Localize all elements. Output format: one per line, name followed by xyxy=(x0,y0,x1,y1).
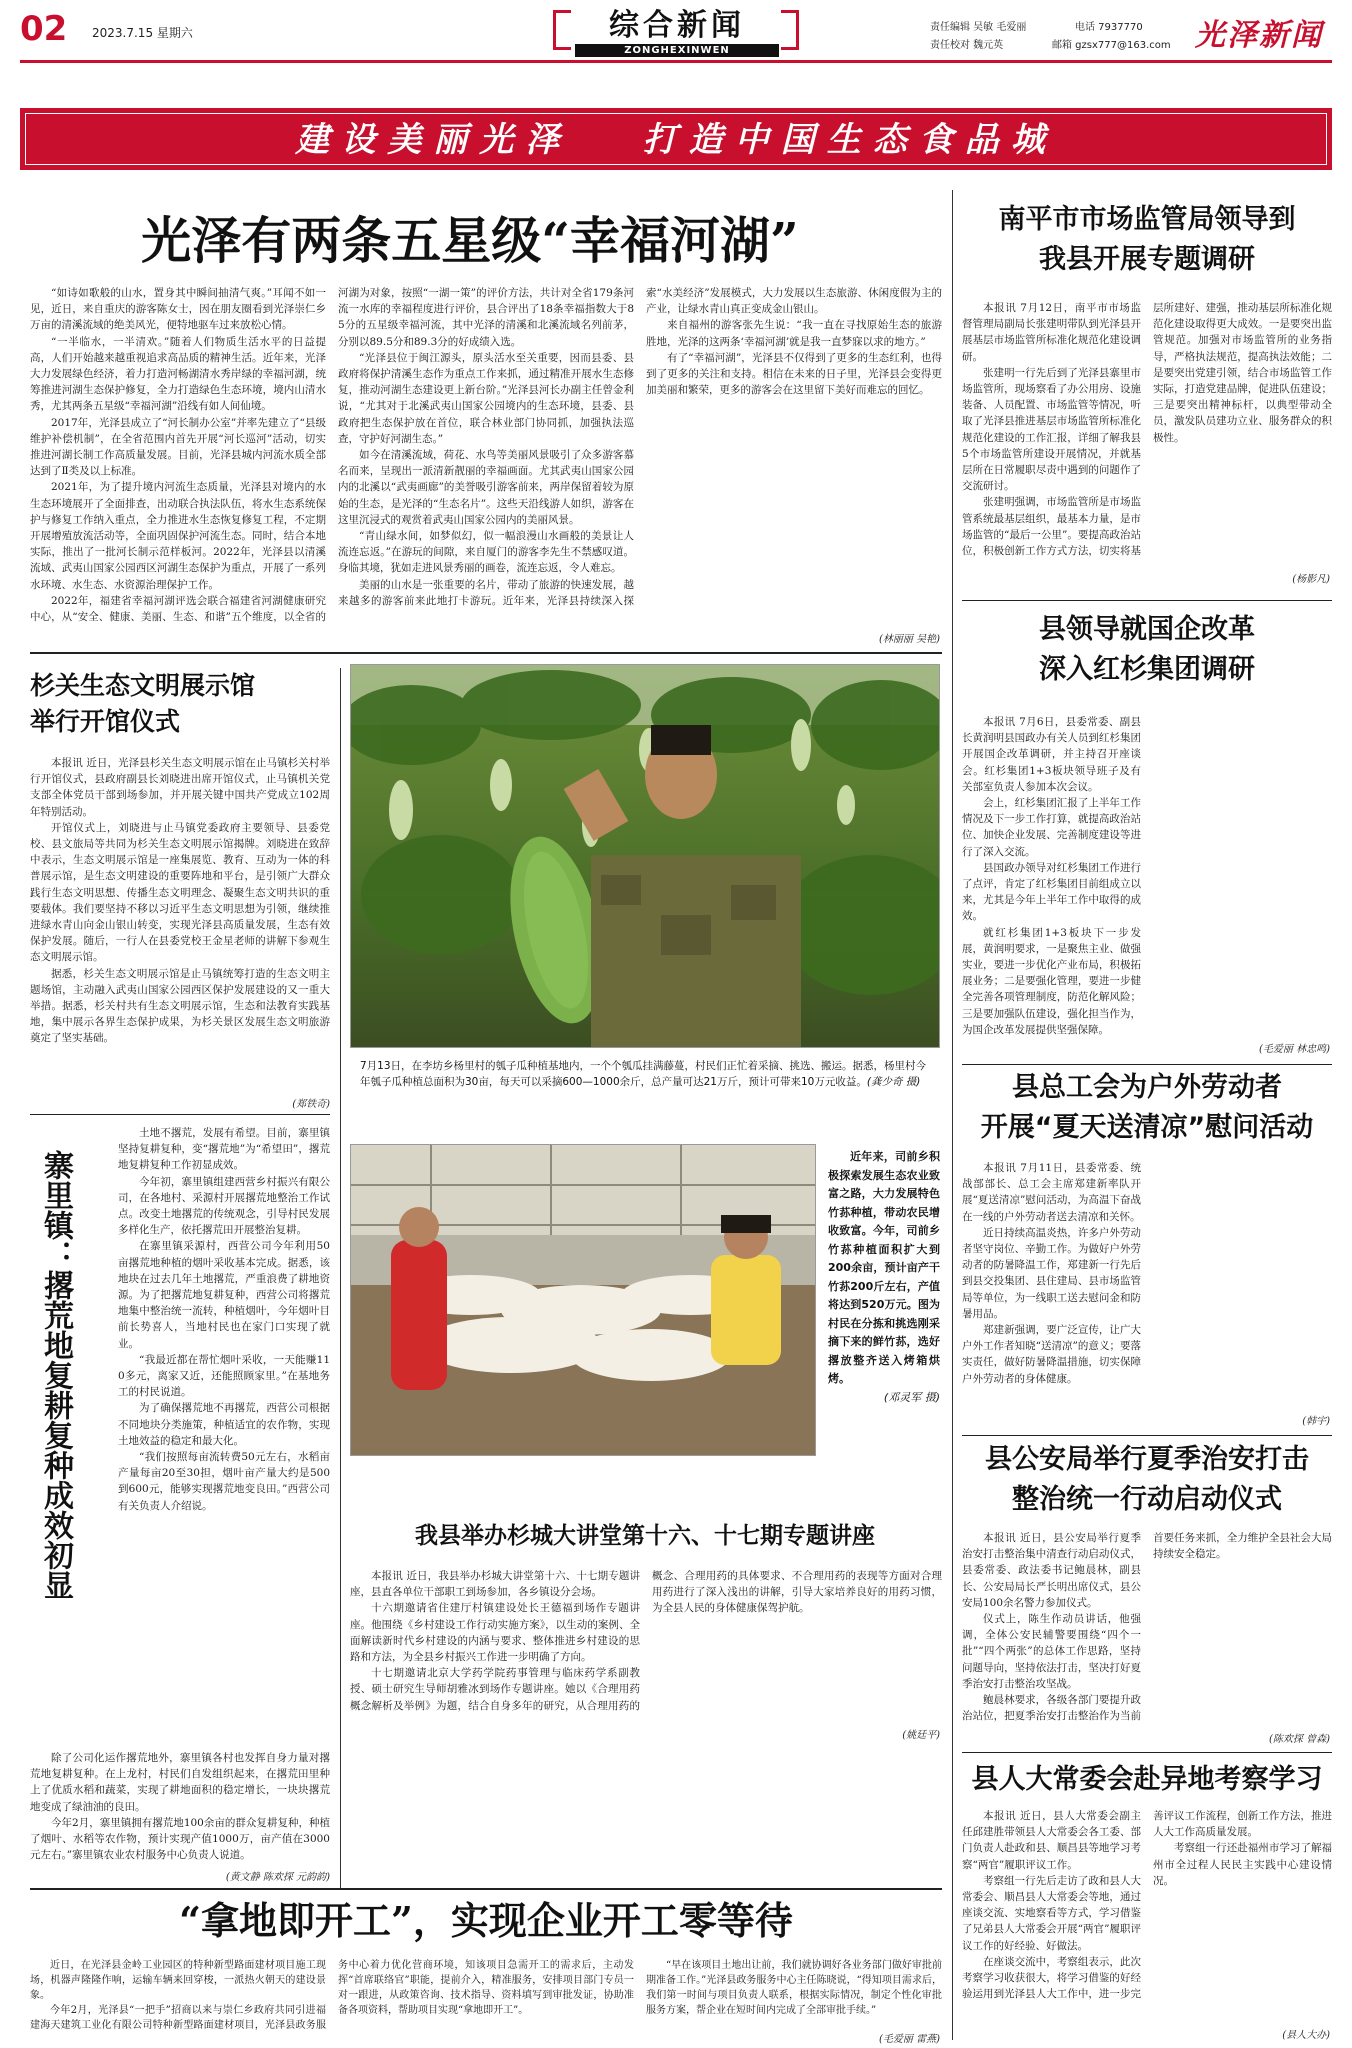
b2-paragraph: 县国政办领导对红杉集团工作进行了点评，肯定了红杉集团目前组成立以来，尤其是今年上半年工作中取得的成效。 xyxy=(962,861,1141,923)
b3-headline-line1: 县总工会为户外劳动者 xyxy=(1012,1072,1282,1103)
a2-headline-line2: 举行开馆仪式 xyxy=(30,707,181,736)
photo2-caption xyxy=(828,1148,940,1407)
page-number: 02 xyxy=(20,9,68,49)
paper-logo: 光泽新闻 xyxy=(1195,18,1323,53)
a3-paragraph: “我最近都在帮忙烟叶采收，一天能赚110多元，离家又近，还能照顾家里。”在基地务工的村民说道。 xyxy=(118,1353,330,1399)
a2-body xyxy=(30,755,330,1095)
phone-number: 电话 7937770 xyxy=(1075,22,1143,33)
b1-paragraph: 本报讯 7月12日，南平市市场监督管理局副局长张建明带队到光泽县开展基层市场监管所标准化规范化建设调研。 xyxy=(962,302,1141,363)
photo-gourd-image xyxy=(351,665,940,1048)
b5-paragraph: 在座谈交流中，考察组表示，此次考察学习收获很大，将学习借鉴的好经验运用到光泽县人大工作中，进一步完善评议工作流程，创新工作方法，推进人大工作高质量发展。 xyxy=(962,1810,1332,2001)
b3-paragraph: 郑建新强调，要广泛宣传，让广大户外工作者知晓“送清凉”的意义；要落实责任，做好防暑降温措施，切实保障户外劳动者的身体健康。 xyxy=(962,1324,1141,1385)
a2-bottom-rule xyxy=(30,1114,330,1115)
left-bracket xyxy=(553,10,571,50)
b1-credit: (杨影凡) xyxy=(1292,574,1330,585)
b4-headline xyxy=(962,1440,1332,1520)
a3-paragraph: 除了公司化运作撂荒地外，寨里镇各村也发挥自身力量对撂荒地复耕复种。在上龙村，村民们自发组织起来，在撂荒田里种上了优质水稻和蔬菜，实现了耕地面积的稳定增长，一块块撂荒地变成了绿油油的良田。 xyxy=(30,1752,330,1813)
b3-headline xyxy=(962,1068,1332,1148)
b5-paragraph: 考察组一行先后走访了政和县人大常委会、顺昌县人大常委会等地，通过座谈交流、实地察看等方式，学习借鉴了兄弟县人大常委会开展“两官”履职评议工作的好经验、好做法。 xyxy=(962,1874,1141,1952)
photo-bamboo-fungus xyxy=(350,1144,816,1456)
b4-paragraph: 仪式上，陈生作动员讲话，他强调，全体公安民辅警要围绕“四个一批”“四个两张”的总体工作思路，坚持问题导向，坚持依法打击，坚决打好夏季治安打击整治攻坚战。 xyxy=(962,1613,1141,1690)
email-address: 邮箱 gzsx777@163.com xyxy=(1052,40,1171,51)
a3-paragraph: 为了确保撂荒地不再撂荒，西营公司根据不同地块分类施策，种植适宜的农作物，实现土地效益的稳定和最大化。 xyxy=(118,1402,330,1447)
b2-bottom-rule xyxy=(962,1064,1332,1065)
photo-gourd-harvest xyxy=(350,664,940,1048)
a3-body-bottom xyxy=(30,1750,330,1866)
masthead-rule xyxy=(20,60,1332,63)
a1-paragraph: “一半临水，一半清欢。”随着人们物质生活水平的日益提高，人们开始越来越重视追求高品质的精神生活。近年来，光泽大力发展绿色经济，着力打造河畅湖清水秀岸绿的幸福河湖，统筹推进河湖生态保护修复，全力打造绿色生态环境，境内山清水秀，尤其两条五星级“幸福河湖”沿线有如人间仙境。 xyxy=(30,335,326,413)
column-divider xyxy=(340,668,341,1888)
issue-date: 2023.7.15 星期六 xyxy=(92,26,193,40)
a5-top-rule xyxy=(30,1888,942,1890)
b5-paragraph: 考察组一行还赴福州市学习了解福州市全过程人民民主实践中心建设情况。 xyxy=(1153,1842,1332,1887)
section-title: 综合新闻 xyxy=(609,8,745,43)
a2-credit: (郑铁奇) xyxy=(292,1099,330,1110)
a2-paragraph: 据悉，杉关生态文明展示馆是止马镇统筹打造的生态文明主题场馆，主动融入武夷山国家公园西区保护发展建设的又一重大举措。据悉，杉关村共有生态文明展示馆，生态和法教育实践基地，集中展示各界生态保护成果，为杉关景区发展生态文明旅游奠定了坚实基础。 xyxy=(30,967,330,1045)
a4-paragraph: 本报讯 近日，我县举办杉城大讲堂第十六、十七期专题讲座，县直各单位干部职工到场参加，各乡镇设分会场。 xyxy=(350,1570,640,1599)
a3-paragraph: 在寨里镇采源村，西营公司今年利用50亩撂荒地种植的烟叶采收基本完成。据悉，该地块在过去几年土地撂荒，严重浪费了耕地资源。为了把撂荒地复耕复种，西营公司将撂荒地集中整治统一流转，种植烟叶，今年烟叶目前长势喜人，当地村民也在家门口实现了就业。 xyxy=(118,1240,330,1350)
a2-headline xyxy=(30,668,330,740)
banner-text: 建设美丽光泽 打造中国生态食品城 xyxy=(295,120,1057,160)
b3-paragraph: 本报讯 7月11日，县委常委、统战部部长、总工会主席郑建新率队开展“夏送清凉”慰问活动，为高温下奋战在一线的户外劳动者送去清凉和关怀。 xyxy=(962,1162,1141,1223)
staff-proofreader: 责任校对 魏元英 xyxy=(930,40,1004,51)
b4-paragraph: 鲍晨林要求，各级各部门要提升政治站位，把夏季治安打击整治作为当前首要任务来抓，全力维护全县社会大局持续安全稳定。 xyxy=(962,1532,1332,1723)
a5-paragraph: “早在该项目土地出让前，我们就协调好各业务部门做好审批前期准备工作。”光泽县政务服务中心主任陈晓说，“得知项目需求后，我们第一时间与项目负责人联系，根据实际情况，制定个性化审批服务方案，帮企业在短时间内完成了全部审批手续。” xyxy=(646,1960,942,2016)
a1-paragraph: 2022年，福建省幸福河湖评选会联合福建省河湖健康研究中心，从“安全、健康、美丽、生态、和谐”五个维度，以全省的河湖为对象，按照“一湖一策”的评价方法，共计对全省179条河流一水库的幸福程度进行评价，县合评出了18条幸福指数大于85分的五星级幸福河流，其中光泽的清溪和北溪流域名列前茅，分别以89.5分和89.3分的好成绩入选。 xyxy=(30,287,634,624)
b1-headline-line1: 南平市市场监管局领导到 xyxy=(998,204,1296,235)
b4-headline-line2: 整治统一行动启动仪式 xyxy=(1012,1484,1282,1515)
a3-paragraph: 今年初，寨里镇组建西营乡村振兴有限公司，在各地村、采源村开展撂荒地整治工作试点。改变土地撂荒的传统观念，引导村民发展多样化生产，依托撂荒田开展整治复耕。 xyxy=(118,1175,330,1237)
b1-bottom-rule xyxy=(962,600,1332,601)
b4-headline-line1: 县公安局举行夏季治安打击 xyxy=(985,1444,1309,1475)
a1-paragraph: 如今在清溪流域，荷花、水鸟等美丽风景吸引了众多游客慕名而来，呈现出一派清新靓丽的幸福画面。尤其武夷山国家公园内的北溪以“武夷画廊”的美誉吸引游客前来，两岸保留着较为原始的生态，是光泽的“生态名片”。这些天沿线游人如织，游客在这里沉浸式的观赏着武夷山国家公园内的美丽风景。 xyxy=(338,449,634,526)
b4-paragraph: 本报讯 近日，县公安局举行夏季治安打击整治集中清查行动启动仪式，县委常委、政法委书记鲍晨林，副县长、公安局局长严长明出席仪式，县公安局100余名警力参加仪式。 xyxy=(962,1532,1141,1609)
a1-bottom-rule xyxy=(30,652,942,654)
a1-paragraph: 2021年，为了提升境内河流生态质量，光泽县对境内的水生态环境展开了全面排查，出动联合执法队伍，将水生态系统保护与修复工作纳入重点，全力推进水生态恢复修复工程，不定期开展增殖放流活动等，全面巩固保护河流生态。同时，结合本地实际，推出了一批河长制示范样板河。2022年，光泽县以清溪流域、武夷山国家公园西区河湖生态保护为重点，开展了一系列水环境、水生态、水资源治理保护工作。 xyxy=(30,481,326,591)
b1-headline-line2: 我县开展专题调研 xyxy=(1039,244,1255,275)
b1-body xyxy=(962,300,1332,570)
a1-paragraph: 2017年，光泽县成立了“河长制办公室”并率先建立了“县级维护补偿机制”，在全省范围内首先开展“河长巡河”活动，切实推进河湖长制工作高质量发展。目前，光泽县城内河流水质全部达到了Ⅱ类及以上标准。 xyxy=(30,416,326,478)
b5-headline: 县人大常委会赴异地考察学习 xyxy=(971,1764,1323,1795)
a5-headline: “拿地即开工”，实现企业开工零等待 xyxy=(179,1898,793,1943)
a1-headline: 光泽有两条五星级“幸福河湖” xyxy=(141,211,799,270)
b5-body xyxy=(962,1808,1332,2024)
b3-paragraph: 近日持续高温炎热，许多户外劳动者坚守岗位、辛勤工作。为做好户外劳动者的防暑降温工作，郑建新一行先后到县交投集团、县住建局、县市场监管局等单位，为一线职工送去慰问金和防暑用品。 xyxy=(962,1226,1141,1320)
b2-headline xyxy=(962,610,1332,690)
section-pinyin: ZONGHEXINWEN xyxy=(575,44,779,57)
a3-body-right xyxy=(118,1125,330,1745)
a2-paragraph: 本报讯 近日，光泽县杉关生态文明展示馆在止马镇杉关村举行开馆仪式，县政府副县长刘晓进出席开馆仪式，止马镇机关党支部全体党员干部到场参加，并开展关键中国共产党成立102周年特别活动。 xyxy=(30,757,330,818)
right-bracket xyxy=(781,10,799,50)
b2-headline-line1: 县领导就国企改革 xyxy=(1039,614,1255,645)
a4-paragraph: 十七期邀请北京大学药学院药事管理与临床药学系副教授、硕士研究生导师胡雅冰到场作专题讲座。她以《合理用药概念解析及举例》为题，结合自身多年的研究，从合理用药的概念、合理用药的具体要求、不合理用药的表现等方面对合理用药进行了深入浅出的讲解，引导大家培养良好的用药习惯，为全县人民的身体健康保驾护航。 xyxy=(350,1570,942,1712)
a1-paragraph: 有了“幸福河湖”，光泽县不仅得到了更多的生态红利，也得到了更多的关注和支持。相信在未来的日子里，光泽县会变得更加美丽和繁荣，更多的游客会在这里留下美好而难忘的回忆。 xyxy=(646,351,942,397)
a3-paragraph: 土地不撂荒，发展有希望。目前，寨里镇坚持复耕复种，变“撂荒地”为“希望田”，撂荒地复耕复种工作初显成效。 xyxy=(118,1127,330,1172)
photo1-caption-text: 7月13日，在李坊乡杨里村的瓠子瓜种植基地内，一个个瓠瓜挂满藤蔓，村民们正忙着采摘、挑选、搬运。据悉，杨里村今年瓠子瓜种植总面积为30亩，每天可以采摘600—1000余斤，总产量可达21万斤，预计可带来10万元收益。 xyxy=(360,1060,927,1088)
a1-credit: (林丽丽 吴艳) xyxy=(879,634,940,645)
a3-vertical-headline: 寨里镇：撂荒地复耕复种成效初显 xyxy=(38,1150,73,1600)
a3-paragraph: 今年2月，寨里镇拥有撂荒地100余亩的群众复耕复种，种植了烟叶、水稻等农作物，预计实现产值1000万，亩产值在3000元左右。”寨里镇农业农村服务中心负责人说道。 xyxy=(30,1816,330,1862)
a1-paragraph: 美丽的山水是一张重要的名片，带动了旅游的快速发展，越来越多的游客前来此地打卡游玩。近年来，光泽县持续深入探索“水美经济”发展模式，大力发展以生态旅游、休闲度假为主的产业，让绿水青山真正变成金山银山。 xyxy=(338,287,942,607)
a3-paragraph: “我们按照每亩流转费50元左右，水稻亩产量每亩20至30担，烟叶亩产量大约是500到600元，能够实现撂荒地变良田。”西营公司有关负责人介绍说。 xyxy=(118,1451,330,1512)
a1-paragraph: “青山绿水间，如梦似幻，似一幅浪漫山水画般的美景让人流连忘返。”在游玩的间隙，来自厦门的游客李先生不禁感叹道。身临其境，犹如走进风景秀丽的画卷，流连忘返，令人难忘。 xyxy=(338,530,634,575)
b3-credit: (韩宇) xyxy=(1302,1416,1330,1427)
b1-paragraph: 张建明一行先后到了光泽县寨里市场监管所，现场察看了办公用房、设施装备、人员配置、市场监管等情况，听取了光泽县推进基层市场监管所标准化规范化建设的工作汇报，详细了解我县5个市场监管所建设开展情况，并就基层所在日常履职尽责中遇到的问题作了交流研讨。 xyxy=(962,366,1141,493)
b2-paragraph: 就红杉集团1+3板块下一步发展，黄润明要求，一是聚焦主业、做强实业，要进一步优化产业布局，积极拓展业务；二是要强化管理，要进一步健全完善各项管理制度，防范化解风险；三是要加强队伍建设，强化担当作为，为国企改革发展提供坚强保障。 xyxy=(962,926,1141,1036)
b3-bottom-rule xyxy=(962,1435,1332,1436)
b3-headline-line2: 开展“夏天送清凉”慰问活动 xyxy=(980,1112,1314,1143)
a4-headline: 我县举办杉城大讲堂第十六、十七期专题讲座 xyxy=(415,1523,875,1549)
a4-credit: (姚廷平) xyxy=(902,1730,940,1741)
b4-credit: (陈欢探 曾森) xyxy=(1269,1734,1330,1745)
a5-paragraph: 近日，在光泽县金岭工业园区的特种新型路面建材项目施工现场，机器声隆隆作响，运输车辆来回穿梭，一派热火朝天的建设景象。 xyxy=(30,1960,326,2001)
photo2-caption-text: 近年来，司前乡积极探索发展生态农业致富之路，大力发展特色竹荪种植，带动农民增收致富。今年，司前乡竹荪种植面积扩大到200余亩，预计亩产干竹荪200斤左右，产值将达到520万元。图为村民在分拣和挑选刚采摘下来的鲜竹荪，选好撂放整齐送入烤箱烘烤。 xyxy=(828,1150,940,1385)
photo-bamboo-fungus-image xyxy=(351,1145,816,1456)
a2-headline-line1: 杉关生态文明展示馆 xyxy=(30,671,256,700)
b2-body xyxy=(962,714,1332,1054)
photo1-caption xyxy=(360,1058,935,1090)
a5-credit: (毛爱丽 雷燕) xyxy=(879,2034,940,2045)
banner xyxy=(20,108,1332,170)
b2-paragraph: 会上，红杉集团汇报了上半年工作情况及下一步工作打算，就提高政治站位、加快企业发展、完善制度建设等进行了深入交流。 xyxy=(962,797,1141,858)
b2-headline-line2: 深入红杉集团调研 xyxy=(1039,654,1255,685)
b4-body xyxy=(962,1530,1332,1730)
a1-paragraph: “如诗如歌般的山水，置身其中瞬间抽清气爽。”耳闻不如一见，近日，来自重庆的游客陈女士，因在朋友圈看到光泽崇仁乡万亩的清溪流域的绝美风光，便特地驱车过来放松心情。 xyxy=(30,287,326,332)
b1-headline xyxy=(962,200,1332,280)
a1-body xyxy=(30,285,942,633)
b2-credit: (毛爱丽 林忠鸣) xyxy=(1259,1044,1330,1055)
a5-body xyxy=(30,1958,942,2038)
photo1-credit: (龚少奇 摄) xyxy=(866,1076,921,1088)
a5-paragraph: 今年2月，光泽县“一把手”招商以来与崇仁乡政府共同引进福建海天建筑工业化有限公司特种新型路面建材项目，光泽县政务服务中心着力优化营商环境，知该项目急需开工的需求后，主动发挥“首席联络官”职能，提前介入，精准服务，安排项目部门专员一对一跟进，从政策咨询、技术指导、资料填写到审批发证，协助准备各项资料，帮助项目实现“拿地即开工”。 xyxy=(30,1960,634,2031)
a4-paragraph: 十六期邀请省住建厅村镇建设处长王德福到场作专题讲座。他围绕《乡村建设工作行动实施方案》，以生动的案例、全面解读新时代乡村建设的内涵与要求、整体推进乡村建设的思路和方法，为全县乡村振兴工作进一步明确了方向。 xyxy=(350,1602,640,1664)
b1-paragraph: 张建明强调，市场监管所是市场监管系统最基层组织，最基本力量，是市场监管的“最后一公里”。要提高政治站位，积极创新工作方式方法，切实将基层所建好、建强，推动基层所标准化规范化建设取得更大成效。一是要突出监管规范。加强对市场监管所的业务指导，严格执法规范，提高执法效能；二是要突出党建引领，结合市场监管工作实际，打造党建品牌，促进队伍建设；三是要突出精神标杆，以典型带动全员，激发队员建功立业、服务群众的积极性。 xyxy=(962,302,1332,558)
b3-body xyxy=(962,1160,1332,1420)
masthead xyxy=(0,0,1352,60)
a1-paragraph: 来自福州的游客张先生说：“我一直在寻找原始生态的旅游胜地，光泽的这两条‘幸福河湖’就是我一直梦寐以求的地方。” xyxy=(646,319,942,348)
staff-editors: 责任编辑 吴敏 毛爱丽 xyxy=(930,22,1027,33)
photo2-credit: (邓灵军 摄) xyxy=(883,1390,940,1404)
a2-paragraph: 开馆仪式上，刘晓进与止马镇党委政府主要领导、县委党校、县文旅局等共同为杉关生态文明展示馆揭牌。刘晓进在致辞中表示，生态文明展示馆是一座集展览、教育、互动为一体的科普展示馆，是生态文明建设的重要阵地和平台，是引领广大群众践行生态文明思想、传播生态文明理念、凝聚生态文明共识的重要载体。我们要坚持不移以习近平生态文明思想为引领，继续推进绿水青山向金山银山转变，实现光泽县高质量发展，生态有效保护发展。随后，一行人在县委党校王金星老师的讲解下参观生态文明展示馆。 xyxy=(30,821,330,964)
b5-paragraph: 本报讯 近日，县人大常委会副主任邱建胜带领县人大常委会各工委、部门负责人赴政和县、顺昌县等地学习考察“两官”履职评议工作。 xyxy=(962,1810,1141,1871)
a1-paragraph: “光泽县位于闽江源头，原头活水至关重要，因而县委、县政府将保护清溪生态作为重点工作来抓，通过精准开展水生态修复，推动河湖生态建设更上新台阶。”光泽县河长办副主任曾金利说，“尤其对于北溪武夷山国家公园境内的生态环境，县委、县政府把生态保护放在首位，联合林业部门协同抓，加强执法巡查，守护好河湖生态。” xyxy=(338,351,634,445)
a3-credit: (黄文静 陈欢探 元韵韵) xyxy=(225,1872,330,1883)
right-column-divider xyxy=(952,190,953,2040)
a4-body xyxy=(350,1568,942,1714)
b2-paragraph: 本报讯 7月6日，县委常委、副县长黄润明县国政办有关人员到红杉集团开展国企改革调研，并主持召开座谈会。红杉集团1+3板块领导班子及有关部室负责人参加本次会议。 xyxy=(962,716,1141,793)
b5-credit: (县人大办) xyxy=(1282,2030,1330,2041)
b4-bottom-rule xyxy=(962,1752,1332,1753)
